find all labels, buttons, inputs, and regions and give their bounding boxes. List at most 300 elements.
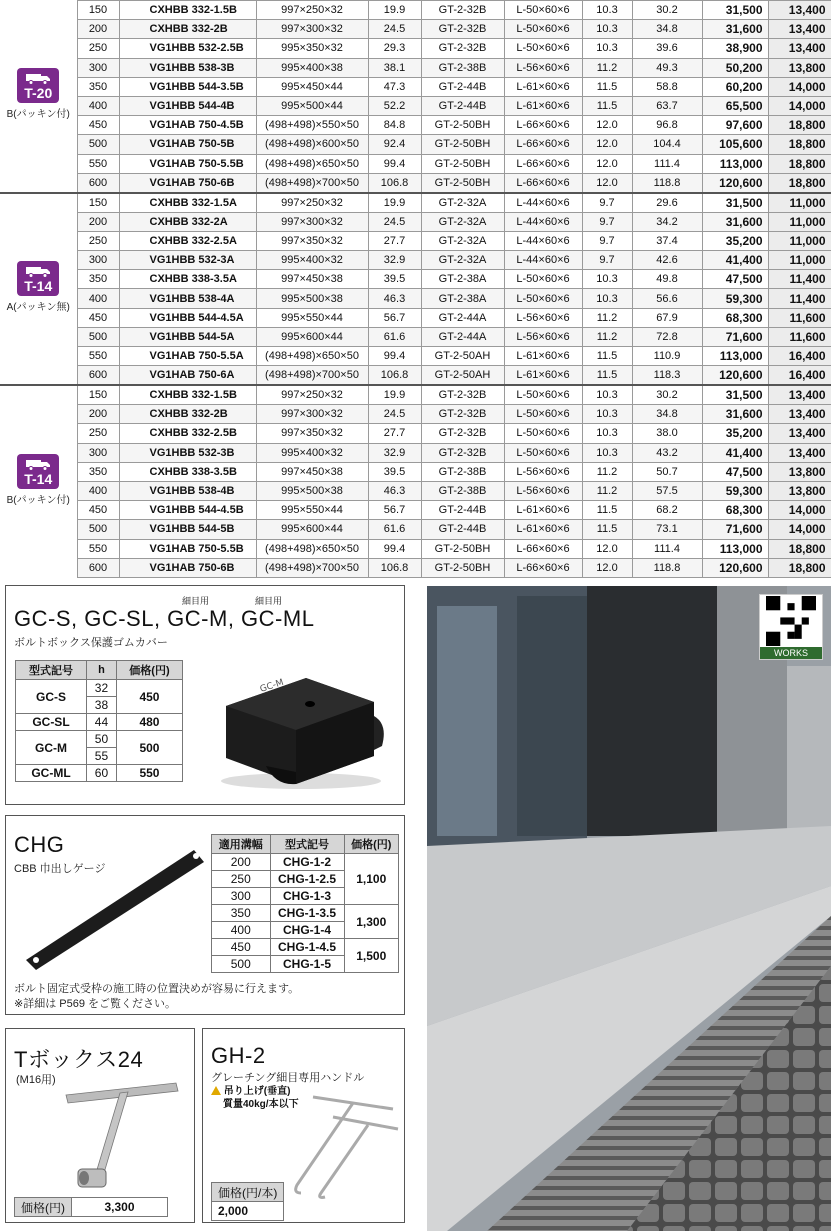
cell-model: VG1HBB 544-5B — [119, 520, 256, 539]
cell-mass: 56.7 — [368, 308, 421, 327]
cell-total-mass: 37.4 — [632, 231, 702, 250]
cell-width: 600 — [77, 173, 119, 193]
cell-price: 47,500 — [702, 270, 768, 289]
cell-model: CXHBB 332-2B — [119, 405, 256, 424]
cell-width: 450 — [77, 501, 119, 520]
cell-size: 995×500×44 — [256, 96, 368, 115]
cell-frame-mass: 11.5 — [582, 501, 632, 520]
cell-width: 150 — [77, 385, 119, 405]
gc-h: 44 — [86, 714, 116, 731]
cell-price: 59,300 — [702, 289, 768, 308]
cell-model: CXHBB 338-3.5A — [119, 270, 256, 289]
cell-total-mass: 49.3 — [632, 58, 702, 77]
cell-frame: GT-2-50BH — [421, 539, 504, 558]
cell-mass: 19.9 — [368, 1, 421, 20]
cell-model: CXHBB 332-2B — [119, 20, 256, 39]
svg-text:GC-M: GC-M — [258, 677, 286, 695]
cell-model: VG1HAB 750-5.5B — [119, 154, 256, 173]
cell-width: 450 — [77, 116, 119, 135]
gh2-price: 2,000 — [212, 1202, 284, 1221]
gc-price: 480 — [116, 714, 182, 731]
tbox-section — [5, 1028, 195, 1223]
cell-model: VG1HBB 538-4B — [119, 481, 256, 500]
cell-price2: 18,800 — [768, 558, 831, 577]
cell-frame: GT-2-32A — [421, 212, 504, 231]
cell-frame: GT-2-50BH — [421, 135, 504, 154]
cell-angle: L-50×60×6 — [504, 270, 582, 289]
cell-price: 71,600 — [702, 327, 768, 346]
qr-code[interactable] — [759, 594, 823, 660]
chg-width: 500 — [212, 956, 271, 973]
cell-price2: 11,400 — [768, 270, 831, 289]
chg-price: 1,100 — [344, 854, 398, 905]
cell-size: 995×350×32 — [256, 39, 368, 58]
cell-frame: GT-2-44B — [421, 77, 504, 96]
cell-width: 450 — [77, 308, 119, 327]
cell-size: 997×450×38 — [256, 270, 368, 289]
cell-total-mass: 111.4 — [632, 154, 702, 173]
load-class-code: T-20 — [24, 85, 53, 102]
cell-price: 38,900 — [702, 39, 768, 58]
cell-total-mass: 104.4 — [632, 135, 702, 154]
cell-total-mass: 67.9 — [632, 308, 702, 327]
spec-row — [0, 231, 831, 250]
spec-row — [0, 135, 831, 154]
cell-model: VG1HBB 544-3.5B — [119, 77, 256, 96]
cell-price: 31,500 — [702, 385, 768, 405]
gc-header-price: 価格(円) — [116, 661, 182, 680]
tbox-subtitle: (M16用) — [16, 1074, 56, 1086]
cell-price2: 11,400 — [768, 289, 831, 308]
cell-mass: 32.9 — [368, 443, 421, 462]
cell-mass: 24.5 — [368, 405, 421, 424]
gc-model: GC-S — [16, 680, 87, 714]
cell-size: 997×250×32 — [256, 1, 368, 20]
spec-row — [0, 270, 831, 289]
cell-price2: 11,000 — [768, 251, 831, 270]
chg-width: 200 — [212, 854, 271, 871]
cell-mass: 32.9 — [368, 251, 421, 270]
cell-total-mass: 111.4 — [632, 539, 702, 558]
cell-model: VG1HBB 532-2.5B — [119, 39, 256, 58]
gc-header-h: h — [86, 661, 116, 680]
spec-row — [0, 327, 831, 346]
cell-size: 995×600×44 — [256, 520, 368, 539]
spec-row — [0, 539, 831, 558]
gc-header-model: 型式記号 — [16, 661, 87, 680]
cell-price: 50,200 — [702, 58, 768, 77]
spec-row — [0, 96, 831, 115]
cell-frame-mass: 12.0 — [582, 116, 632, 135]
cell-mass: 106.8 — [368, 558, 421, 577]
spec-row — [0, 443, 831, 462]
cell-price2: 11,000 — [768, 193, 831, 213]
cell-total-mass: 63.7 — [632, 96, 702, 115]
cell-price: 41,400 — [702, 251, 768, 270]
cell-total-mass: 110.9 — [632, 347, 702, 366]
cell-size: 997×300×32 — [256, 212, 368, 231]
truck-icon — [25, 264, 51, 278]
cell-angle: L-66×60×6 — [504, 135, 582, 154]
spec-row — [0, 212, 831, 231]
cell-model: VG1HAB 750-4.5B — [119, 116, 256, 135]
cell-width: 200 — [77, 20, 119, 39]
cell-mass: 24.5 — [368, 212, 421, 231]
cell-price2: 13,400 — [768, 20, 831, 39]
cell-frame-mass: 11.2 — [582, 308, 632, 327]
spec-row — [0, 462, 831, 481]
cell-frame: GT-2-38B — [421, 462, 504, 481]
cell-price2: 11,600 — [768, 327, 831, 346]
cell-price2: 11,600 — [768, 308, 831, 327]
spec-row — [0, 39, 831, 58]
cell-angle: L-44×60×6 — [504, 231, 582, 250]
cell-total-mass: 73.1 — [632, 520, 702, 539]
cell-price: 35,200 — [702, 231, 768, 250]
chg-price: 1,300 — [344, 905, 398, 939]
cell-width: 500 — [77, 135, 119, 154]
cell-angle: L-66×60×6 — [504, 173, 582, 193]
cell-width: 550 — [77, 154, 119, 173]
gc-h: 55 — [86, 748, 116, 765]
cell-model: CXHBB 332-1.5B — [119, 1, 256, 20]
cell-mass: 29.3 — [368, 39, 421, 58]
cell-frame-mass: 9.7 — [582, 212, 632, 231]
spec-row — [0, 20, 831, 39]
cell-size: (498+498)×650×50 — [256, 347, 368, 366]
cell-mass: 47.3 — [368, 77, 421, 96]
gh2-warning-1: 吊り上げ(垂直) — [223, 1086, 291, 1097]
gc-h: 32 — [86, 680, 116, 697]
cell-frame: GT-2-38B — [421, 58, 504, 77]
packing-type: B(パッキン付) — [6, 109, 70, 121]
cell-frame: GT-2-32A — [421, 231, 504, 250]
cell-width: 550 — [77, 347, 119, 366]
cell-size: 995×500×38 — [256, 289, 368, 308]
cell-size: 997×250×32 — [256, 193, 368, 213]
cell-total-mass: 50.7 — [632, 462, 702, 481]
chg-model: CHG-1-3 — [270, 888, 344, 905]
cell-total-mass: 43.2 — [632, 443, 702, 462]
load-class-group — [0, 193, 77, 386]
cell-price: 68,300 — [702, 501, 768, 520]
cell-model: VG1HAB 750-5.5B — [119, 539, 256, 558]
cell-size: 995×500×38 — [256, 481, 368, 500]
cell-frame-mass: 11.2 — [582, 327, 632, 346]
spec-row — [0, 154, 831, 173]
truck-icon — [25, 71, 51, 85]
cell-frame-mass: 12.0 — [582, 558, 632, 577]
cell-frame: GT-2-44B — [421, 96, 504, 115]
cell-mass: 61.6 — [368, 520, 421, 539]
cell-frame: GT-2-32B — [421, 39, 504, 58]
cell-price2: 14,000 — [768, 520, 831, 539]
cell-model: VG1HBB 544-5A — [119, 327, 256, 346]
cell-price2: 16,400 — [768, 366, 831, 386]
cell-frame-mass: 12.0 — [582, 135, 632, 154]
cell-frame: GT-2-32B — [421, 405, 504, 424]
packing-type: A(パッキン無) — [6, 301, 70, 313]
cell-price: 71,600 — [702, 520, 768, 539]
chg-header-price: 価格(円) — [344, 835, 398, 854]
load-class-badge — [17, 454, 59, 489]
cell-angle: L-56×60×6 — [504, 481, 582, 500]
cell-price: 113,000 — [702, 154, 768, 173]
chg-model: CHG-1-3.5 — [270, 905, 344, 922]
chg-width: 450 — [212, 939, 271, 956]
gc-price: 500 — [116, 731, 182, 765]
cell-mass: 106.8 — [368, 366, 421, 386]
chg-note-1: ボルト固定式受枠の施工時の位置決めが容易に行えます。 — [14, 983, 300, 995]
cell-total-mass: 30.2 — [632, 1, 702, 20]
spec-row — [0, 520, 831, 539]
cell-size: 995×550×44 — [256, 308, 368, 327]
cell-width: 400 — [77, 96, 119, 115]
chg-subtitle: CBB 巾出しゲージ — [14, 863, 106, 875]
cell-angle: L-44×60×6 — [504, 212, 582, 231]
cell-total-mass: 34.8 — [632, 405, 702, 424]
installation-photo — [427, 586, 831, 1231]
cell-angle: L-61×60×6 — [504, 501, 582, 520]
load-class-badge — [17, 68, 59, 103]
cell-angle: L-50×60×6 — [504, 20, 582, 39]
cell-model: VG1HBB 532-3B — [119, 443, 256, 462]
cell-angle: L-44×60×6 — [504, 193, 582, 213]
cell-price2: 13,400 — [768, 405, 831, 424]
gh2-section — [202, 1028, 405, 1223]
cell-width: 400 — [77, 289, 119, 308]
cell-size: 995×550×44 — [256, 501, 368, 520]
cell-model: VG1HBB 544-4.5A — [119, 308, 256, 327]
cell-frame-mass: 10.3 — [582, 424, 632, 443]
cell-angle: L-66×60×6 — [504, 539, 582, 558]
cell-angle: L-56×60×6 — [504, 308, 582, 327]
cell-frame: GT-2-44B — [421, 501, 504, 520]
spec-row — [0, 558, 831, 577]
cell-model: CXHBB 338-3.5B — [119, 462, 256, 481]
cell-mass: 46.3 — [368, 481, 421, 500]
cell-model: CXHBB 332-2.5B — [119, 424, 256, 443]
cell-total-mass: 57.5 — [632, 481, 702, 500]
gc-h: 50 — [86, 731, 116, 748]
cell-price2: 18,800 — [768, 154, 831, 173]
packing-type: B(パッキン付) — [6, 494, 70, 506]
cell-width: 600 — [77, 558, 119, 577]
spec-row — [0, 308, 831, 327]
cell-price: 120,600 — [702, 558, 768, 577]
qr-code-icon — [760, 596, 822, 646]
cell-size: 997×450×38 — [256, 462, 368, 481]
cell-mass: 38.1 — [368, 58, 421, 77]
cell-size: (498+498)×650×50 — [256, 539, 368, 558]
cell-price2: 13,400 — [768, 443, 831, 462]
cell-total-mass: 58.8 — [632, 77, 702, 96]
gc-fine-note-2: 細目用 — [255, 596, 283, 606]
width-gauge-image — [18, 842, 208, 972]
cell-width: 600 — [77, 366, 119, 386]
chg-model: CHG-1-4 — [270, 922, 344, 939]
gh2-title: GH-2 — [211, 1043, 266, 1068]
spec-row — [0, 481, 831, 500]
cell-size: 995×450×44 — [256, 77, 368, 96]
gc-h: 38 — [86, 697, 116, 714]
cell-frame: GT-2-50AH — [421, 347, 504, 366]
load-class-code: T-14 — [24, 470, 53, 487]
cell-size: (498+498)×600×50 — [256, 135, 368, 154]
chg-model: CHG-1-2 — [270, 854, 344, 871]
cell-price2: 13,400 — [768, 424, 831, 443]
cell-frame: GT-2-32B — [421, 424, 504, 443]
cell-mass: 56.7 — [368, 501, 421, 520]
cell-price: 65,500 — [702, 96, 768, 115]
cell-angle: L-61×60×6 — [504, 96, 582, 115]
cell-width: 350 — [77, 462, 119, 481]
cell-width: 150 — [77, 1, 119, 20]
cell-price: 31,600 — [702, 20, 768, 39]
cell-width: 550 — [77, 539, 119, 558]
cell-width: 250 — [77, 424, 119, 443]
cell-price: 60,200 — [702, 77, 768, 96]
cell-frame: GT-2-38B — [421, 481, 504, 500]
cell-mass: 61.6 — [368, 327, 421, 346]
cell-mass: 27.7 — [368, 231, 421, 250]
chg-width: 400 — [212, 922, 271, 939]
cell-total-mass: 68.2 — [632, 501, 702, 520]
gh2-price-table — [211, 1182, 284, 1221]
cell-frame-mass: 12.0 — [582, 173, 632, 193]
cell-total-mass: 118.8 — [632, 173, 702, 193]
cell-price2: 13,800 — [768, 58, 831, 77]
cell-angle: L-50×60×6 — [504, 289, 582, 308]
rubber-cover-image — [206, 646, 396, 796]
cell-price: 68,300 — [702, 308, 768, 327]
lifting-handle-image — [283, 1089, 403, 1199]
cell-width: 400 — [77, 481, 119, 500]
cell-angle: L-66×60×6 — [504, 558, 582, 577]
cell-total-mass: 39.6 — [632, 39, 702, 58]
cell-width: 300 — [77, 251, 119, 270]
cell-total-mass: 38.0 — [632, 424, 702, 443]
tbox-title: Tボックス24 — [14, 1047, 144, 1072]
chg-header-model: 型式記号 — [270, 835, 344, 854]
chg-model: CHG-1-5 — [270, 956, 344, 973]
cell-frame-mass: 9.7 — [582, 251, 632, 270]
cell-model: VG1HAB 750-6B — [119, 173, 256, 193]
gc-model: GC-ML — [16, 765, 87, 782]
gc-price: 550 — [116, 765, 182, 782]
spec-row — [0, 173, 831, 193]
cell-frame: GT-2-50BH — [421, 116, 504, 135]
cell-angle: L-50×60×6 — [504, 405, 582, 424]
cell-total-mass: 118.3 — [632, 366, 702, 386]
gh2-price-label: 価格(円/本) — [212, 1183, 284, 1202]
cell-size: 995×400×38 — [256, 58, 368, 77]
cell-frame-mass: 11.2 — [582, 58, 632, 77]
cell-mass: 84.8 — [368, 116, 421, 135]
tbox-price-label: 価格(円) — [15, 1198, 72, 1217]
cell-size: (498+498)×650×50 — [256, 154, 368, 173]
cell-frame-mass: 10.3 — [582, 289, 632, 308]
cell-price2: 14,000 — [768, 96, 831, 115]
cell-frame: GT-2-50AH — [421, 366, 504, 386]
cell-size: 997×300×32 — [256, 20, 368, 39]
gc-fine-note-1: 細目用 — [182, 596, 210, 606]
cell-width: 200 — [77, 212, 119, 231]
cell-angle: L-50×60×6 — [504, 1, 582, 20]
cell-price2: 13,800 — [768, 462, 831, 481]
cell-angle: L-50×60×6 — [504, 443, 582, 462]
cell-total-mass: 29.6 — [632, 193, 702, 213]
cell-size: 997×350×32 — [256, 231, 368, 250]
cell-width: 250 — [77, 231, 119, 250]
chg-width: 300 — [212, 888, 271, 905]
cell-frame: GT-2-32B — [421, 443, 504, 462]
cell-total-mass: 72.8 — [632, 327, 702, 346]
qr-works-label: WORKS — [760, 647, 822, 659]
cell-angle: L-56×60×6 — [504, 327, 582, 346]
gh2-subtitle: グレーチング細目専用ハンドル — [211, 1072, 365, 1084]
chg-model: CHG-1-4.5 — [270, 939, 344, 956]
spec-row — [0, 1, 831, 20]
cell-frame: GT-2-44A — [421, 308, 504, 327]
cell-model: VG1HBB 538-3B — [119, 58, 256, 77]
cell-mass: 99.4 — [368, 347, 421, 366]
cell-price: 31,500 — [702, 193, 768, 213]
cell-width: 300 — [77, 443, 119, 462]
cell-angle: L-56×60×6 — [504, 58, 582, 77]
building-grating-scene — [427, 586, 831, 1231]
cell-model: VG1HAB 750-6B — [119, 558, 256, 577]
cell-mass: 46.3 — [368, 289, 421, 308]
cell-frame-mass: 10.3 — [582, 405, 632, 424]
spec-table — [0, 0, 831, 578]
spec-row — [0, 347, 831, 366]
cell-total-mass: 34.2 — [632, 212, 702, 231]
cell-price: 59,300 — [702, 481, 768, 500]
cell-frame: GT-2-50BH — [421, 173, 504, 193]
cell-frame: GT-2-50BH — [421, 558, 504, 577]
cell-width: 350 — [77, 77, 119, 96]
cell-mass: 99.4 — [368, 154, 421, 173]
cell-frame-mass: 11.2 — [582, 462, 632, 481]
cell-angle: L-56×60×6 — [504, 462, 582, 481]
cell-mass: 106.8 — [368, 173, 421, 193]
cell-angle: L-50×60×6 — [504, 385, 582, 405]
cell-width: 350 — [77, 270, 119, 289]
cell-price2: 11,000 — [768, 231, 831, 250]
warning-icon — [211, 1086, 221, 1095]
cell-mass: 52.2 — [368, 96, 421, 115]
spec-row — [0, 251, 831, 270]
spec-row — [0, 405, 831, 424]
cell-frame-mass: 11.5 — [582, 96, 632, 115]
cell-frame: GT-2-32B — [421, 20, 504, 39]
cell-price2: 18,800 — [768, 173, 831, 193]
cell-width: 500 — [77, 520, 119, 539]
gc-model: GC-SL — [16, 714, 87, 731]
cell-frame: GT-2-32A — [421, 193, 504, 213]
chg-header-width: 適用溝幅 — [212, 835, 271, 854]
cell-price: 105,600 — [702, 135, 768, 154]
cell-model: VG1HAB 750-6A — [119, 366, 256, 386]
cell-angle: L-66×60×6 — [504, 154, 582, 173]
chg-note-2: ※詳細は P569 をご覧ください。 — [14, 998, 177, 1010]
cell-angle: L-61×60×6 — [504, 77, 582, 96]
truck-icon — [25, 457, 51, 471]
cell-size: (498+498)×550×50 — [256, 116, 368, 135]
cell-width: 150 — [77, 193, 119, 213]
gc-section — [5, 585, 405, 805]
